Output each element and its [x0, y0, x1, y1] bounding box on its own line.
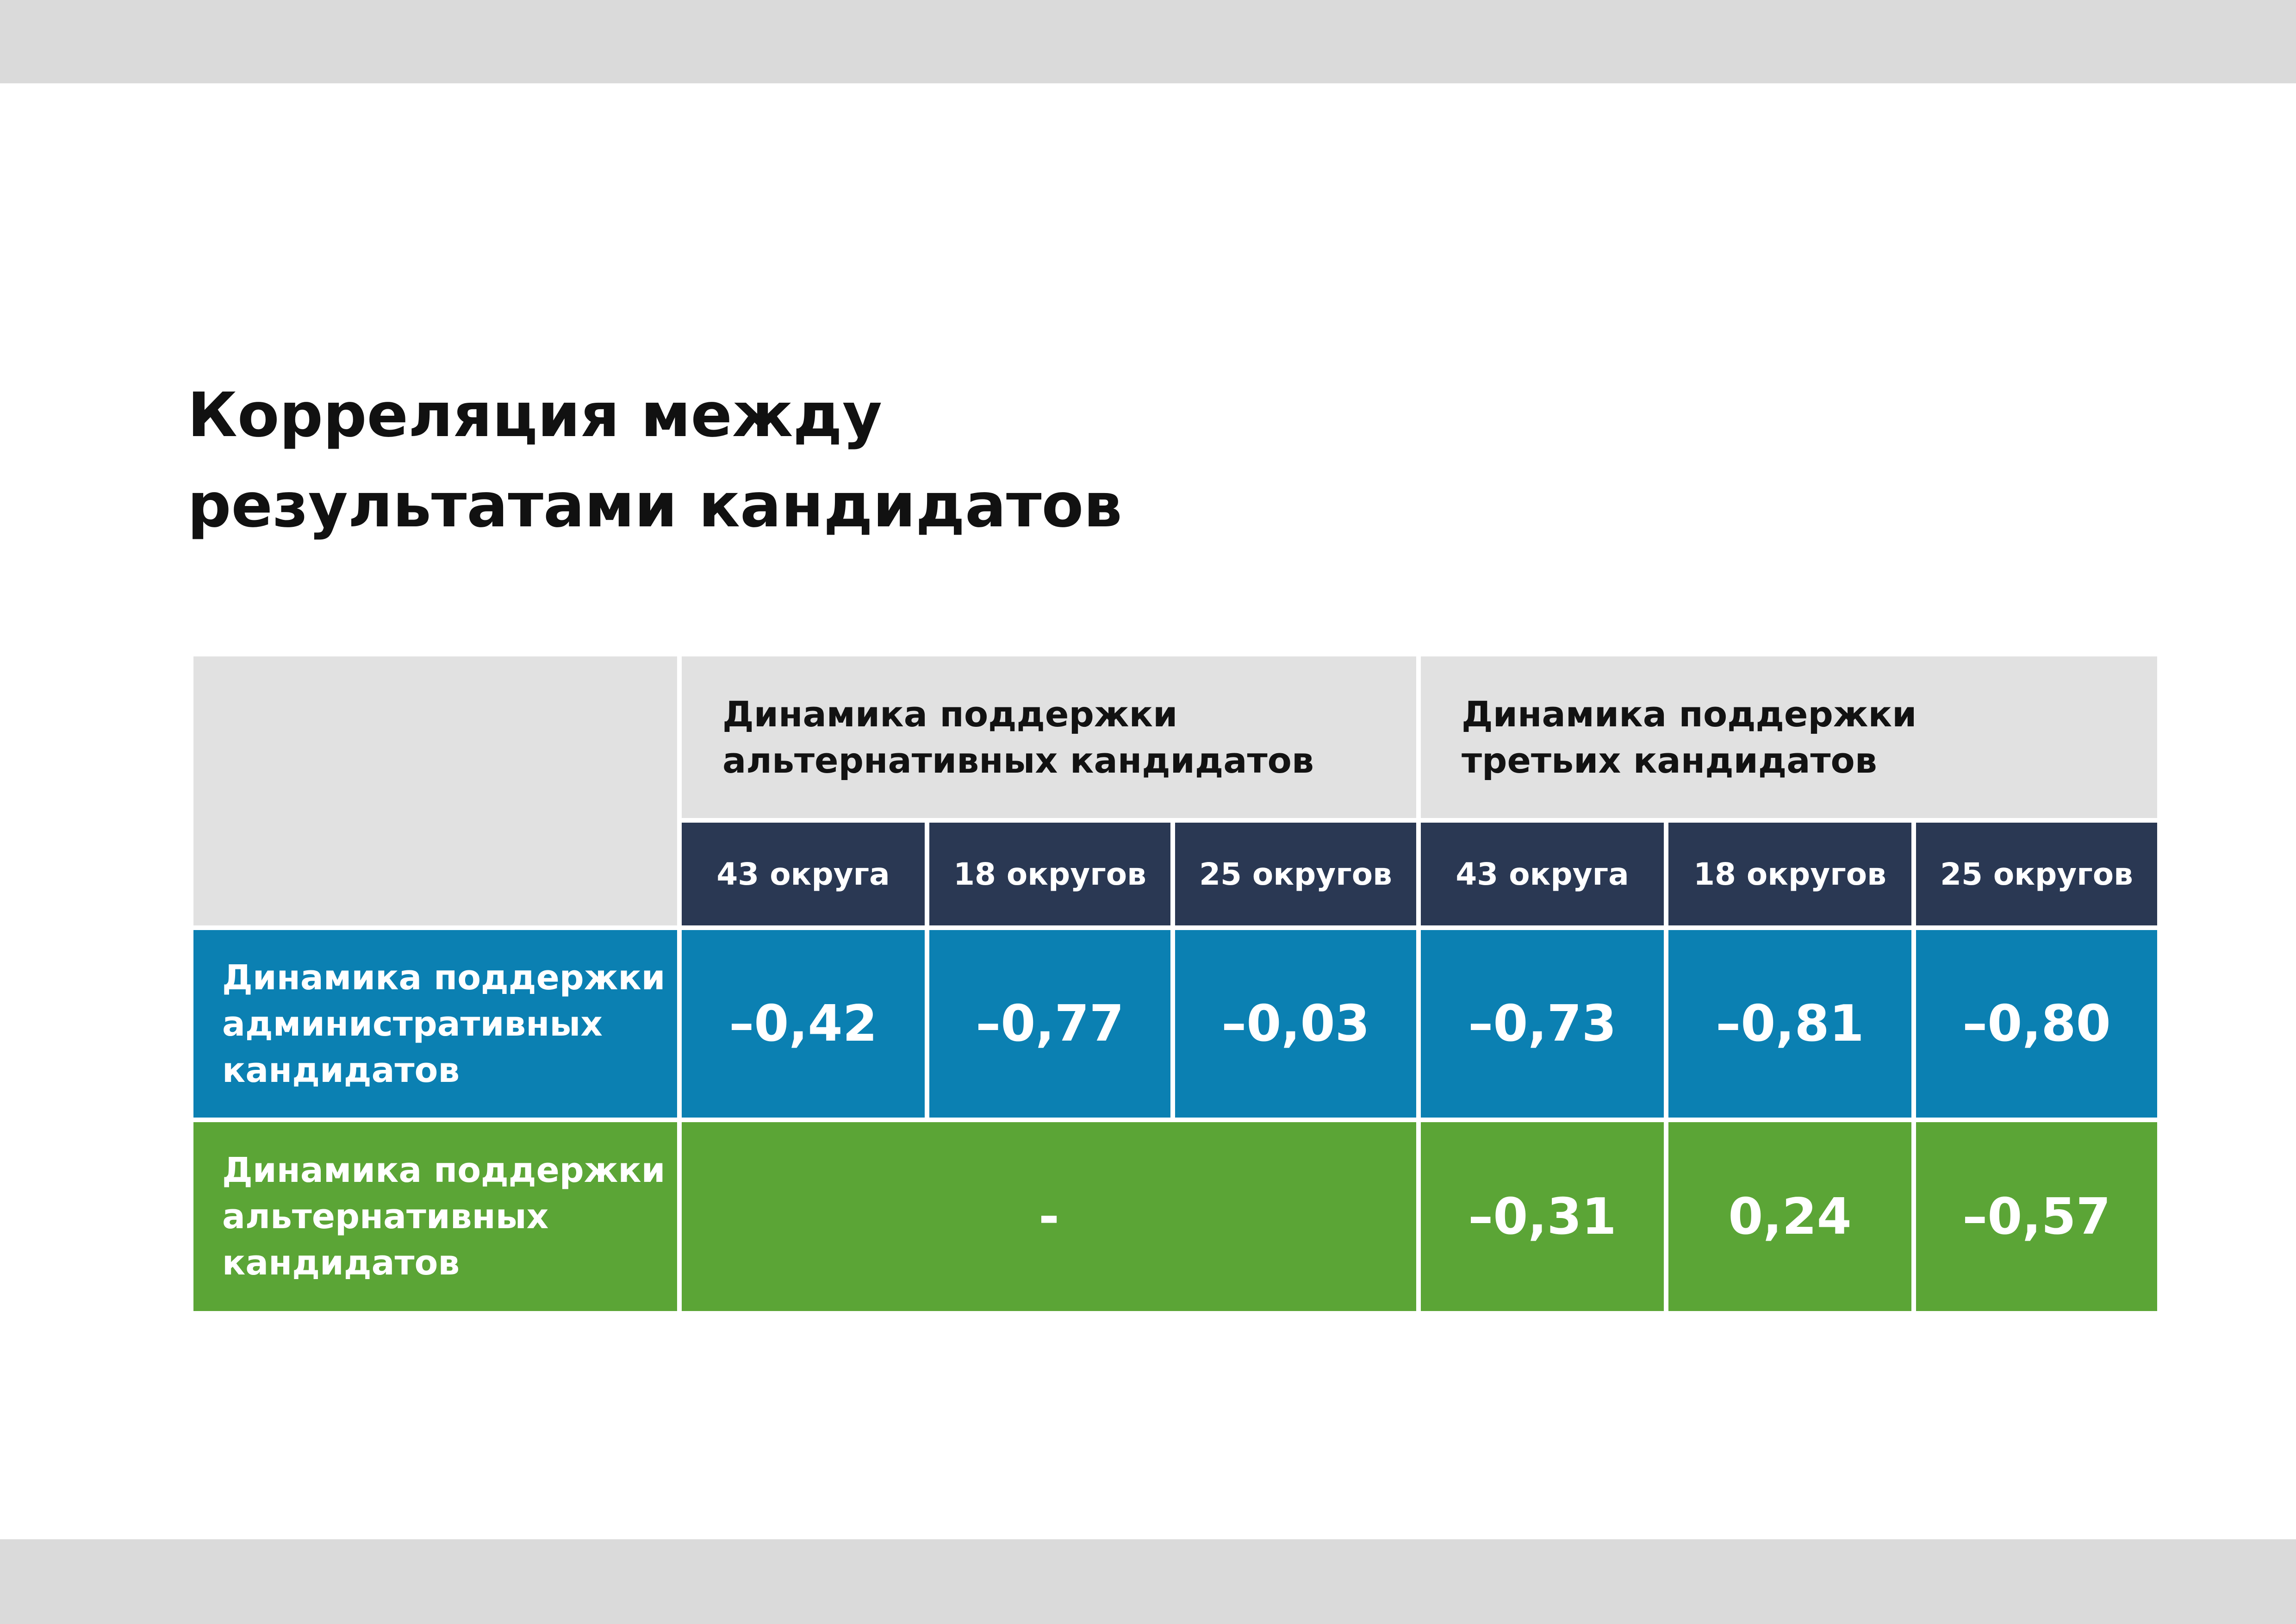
row-label-line: Динамика поддержки [222, 957, 666, 998]
bottom-band [0, 1539, 2296, 1624]
column-header: 43 округа [1421, 823, 1664, 925]
column-group-third [1421, 656, 2157, 818]
row-header-alternative [193, 1122, 677, 1311]
column-header: 25 округов [1175, 823, 1416, 925]
top-band [0, 0, 2296, 83]
column-group-label-line: Динамика поддержки [1462, 693, 1917, 735]
column-header: 18 округов [929, 823, 1170, 925]
row-label-line: альтернативных [222, 1197, 549, 1237]
value-cell: –0,31 [1421, 1122, 1664, 1311]
column-header: 25 округов [1916, 823, 2157, 925]
page-title-line-2: результатами кандидатов [187, 470, 1122, 541]
column-group-label-line: Динамика поддержки [722, 693, 1178, 735]
value-cell: –0,81 [1668, 930, 1911, 1118]
page-title [187, 370, 1483, 551]
value-cell: –0,03 [1175, 930, 1416, 1118]
merged-dash-cell: - [682, 1122, 1416, 1311]
table-corner [193, 656, 677, 925]
column-header: 18 округов [1668, 823, 1911, 925]
value-cell: –0,42 [682, 930, 925, 1118]
row-header-administrative [193, 930, 677, 1118]
correlation-table [193, 656, 2157, 1311]
column-group-alternative [682, 656, 1416, 818]
row-label-line: кандидатов [222, 1050, 460, 1090]
column-header: 43 округа [682, 823, 925, 925]
value-cell: –0,73 [1421, 930, 1664, 1118]
value-cell: –0,80 [1916, 930, 2157, 1118]
page-title-line-1: Корреляция между [187, 380, 882, 451]
row-label-line: Динамика поддержки [222, 1150, 666, 1190]
row-label-line: кандидатов [222, 1243, 460, 1283]
column-group-label-line: альтернативных кандидатов [722, 739, 1314, 781]
value-cell: –0,57 [1916, 1122, 2157, 1311]
row-label-line: административных [222, 1004, 603, 1044]
column-group-label-line: третьих кандидатов [1462, 739, 1877, 781]
value-cell: –0,77 [929, 930, 1170, 1118]
value-cell: 0,24 [1668, 1122, 1911, 1311]
